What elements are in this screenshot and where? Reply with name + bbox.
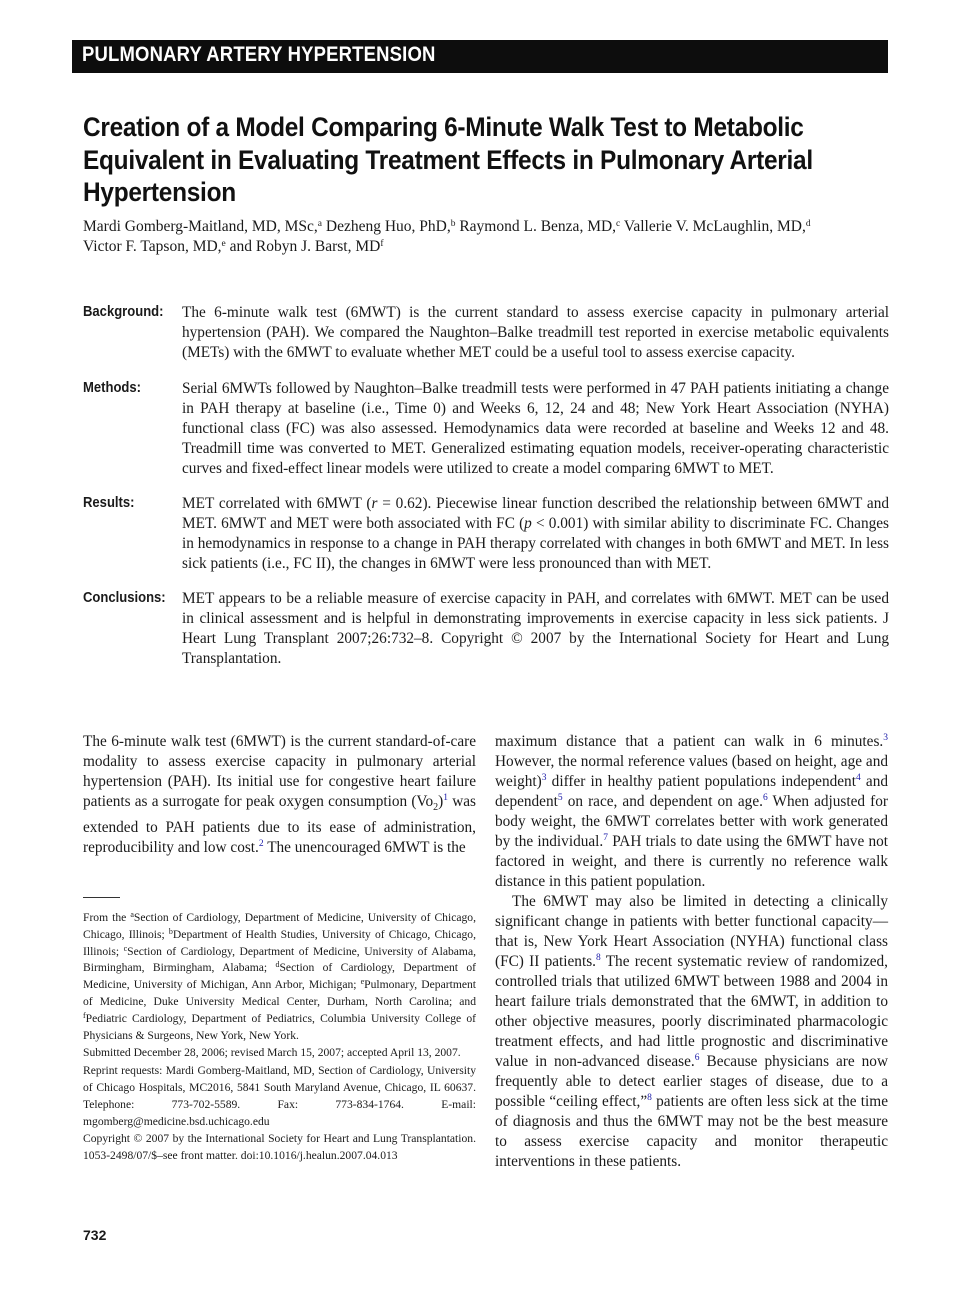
section-title: PULMONARY ARTERY HYPERTENSION [82, 43, 436, 66]
abstract-results [83, 494, 889, 574]
abstract-text: The 6-minute walk test (6MWT) is the current standard to assess exercise capacity in pulmonary arterial hypertension (PAH). We compared the Naughton–Balke treadmill test reported in exercise metabolic equivalents (METs) with the 6MWT to evaluate whether MET could be a useful tool to assess exercise capacity. [182, 304, 889, 362]
author-list [83, 217, 889, 257]
affiliations-footnote: From the $^a$Section of Cardiology, Department of Medicine, University of Chicago, Chicago, Illinois; $^b$Department of Health Studies, University of Chicago, Chicago, Illinois; $^c$Section of Cardiology, Department of Medicine, University of Alabama, Birmingham, Birmingham, Alabama; $^d$Section of Cardiology, Department of Medicine, University of Michigan, Ann Arbor, Michigan; $^e$Pulmonary, Department of Medicine, Duke University Medical Center, Durham, North Carolina; and $^f$Pediatric Cardiology, Department of Pediatrics, Columbia University College of Physicians & Surgeons, New York, New York. [83, 910, 476, 1042]
affiliation-marker: d [805, 219, 811, 229]
article-title: Creation of a Model Comparing 6-Minute Walk Test to Metabolic Equivalent in Evaluating Treatment Effects in Pulmonary Arterial Hypertension [83, 112, 813, 207]
affiliation-marker: a [317, 219, 322, 229]
abstract-label: Conclusions: [83, 590, 166, 607]
author-name: Mardi Gomberg-Maitland, MD, MSc, [83, 218, 318, 235]
reprint-requests: Reprint requests: Mardi Gomberg-Maitland, MD, Section of Cardiology, University of Chicago Hospitals, MC2016, 5841 South Maryland Avenue, Chicago, IL 60637. Telephone: 773-702-5589. Fax: 773-834-1764. E-mail: mgomberg@medicine.bsd.uchicago.edu [83, 1064, 476, 1128]
author-name: Raymond L. Benza, MD, [455, 218, 617, 235]
abstract [83, 288, 889, 684]
citation-link[interactable]: 5 [557, 793, 563, 803]
page-number: 732 [83, 1227, 107, 1243]
affiliation-marker: e [221, 239, 226, 249]
body-paragraph: The 6MWT may also be limited in detecting a clinically significant change in patients with better functional capacity—that is, New York Heart Association (NYHA) functional class (FC) II patients.$^8$ The recent systematic review of randomized, controlled trials that utilized 6MWT between 1988 and 2004 in heart failure trials demonstrated that the 6MWT, in addition to other objective measures, poorly discriminated pharmacologic treatment effects, and had little prognostic and discriminative value in non-advanced disease.$^6$ Because physicians are now frequently able to detect earlier stages of disease, due to a possible “ceiling effect,”$^8$ patients are often less sick at the time of diagnosis and thus the 6MWT may not be the best measure to assess exercise capacity and monitor therapeutic interventions in these patients. [495, 893, 889, 1170]
submission-dates: Submitted December 28, 2006; revised March 15, 2007; accepted April 13, 2007. [83, 1046, 461, 1060]
abstract-text: MET correlated with 6MWT (r = 0.62). Piecewise linear function described the relationship between 6MWT and MET. 6MWT and MET were both associated with FC (p < 0.001) with similar ability to discriminate FC. Changes in hemodynamics in response to a change in PAH therapy correlated with changes in both 6MWT and MET. In less sick patients (i.e., FC II), the changes in 6MWT were less pronounced than with MET. [182, 494, 890, 572]
citation-link[interactable]: 2 [258, 839, 264, 850]
citation-link[interactable]: 1 [443, 793, 449, 803]
author-name: Vallerie V. McLaughlin, MD, [620, 218, 806, 235]
affiliation-marker: b [450, 219, 456, 229]
citation-link[interactable]: 6 [762, 793, 768, 803]
footnote-divider [83, 897, 120, 898]
abstract-methods [83, 379, 889, 479]
affiliation-marker: c [616, 219, 621, 229]
abstract-text: Serial 6MWTs followed by Naughton–Balke treadmill tests were performed in 47 PAH patients initiating a change in PAH therapy at baseline (i.e., Time 0) and Weeks 6, 12, 24 and 48; New York Heart Association (NYHA) functional class (FC) was also assessed. Hemodynamics data were recorded at baseline and Weeks 12 and 48. Treadmill time was converted to MET. Generalized estimating equation models, receiver-operating characteristic curves and fixed-effect linear models were utilized to create a model comparing 6MWT to MET. [182, 379, 889, 477]
author-name: Victor F. Tapson, MD, [83, 238, 222, 255]
abstract-text: MET appears to be a reliable measure of exercise capacity in PAH, and correlates with 6MWT. MET can be used in clinical assessment and is helpful in demonstrating improvements in exercise capacity in less sick patients. J Heart Lung Transplant 2007;26:732–8. Copyright © 2007 by the International Society for Heart and Lung Transplantation. [182, 590, 889, 668]
citation-link[interactable]: 7 [603, 833, 608, 843]
abstract-label: Background: [83, 304, 164, 321]
abstract-conclusions [83, 589, 889, 669]
footnotes [83, 910, 476, 1166]
citation-link[interactable]: 3 [883, 733, 888, 743]
copyright-notice: Copyright © 2007 by the International Society for Heart and Lung Transplantation. 1053-2498/07/$–see front matter. doi:10.1016/j.healun.2007.04.013 [83, 1132, 476, 1163]
section-header [72, 40, 888, 73]
author-name: and Robyn J. Barst, MD [225, 238, 381, 255]
abstract-label: Results: [83, 494, 135, 511]
citation-link[interactable]: 6 [694, 1053, 700, 1063]
citation-link[interactable]: 4 [855, 773, 861, 783]
body-column-left [83, 732, 476, 858]
citation-link[interactable]: 8 [595, 953, 601, 963]
author-name: Dezheng Huo, PhD, [322, 218, 451, 235]
citation-link[interactable]: 8 [647, 1093, 652, 1103]
body-paragraph: maximum distance that a patient can walk in 6 minutes.$^3$ However, the normal reference values (based on height, age and weight)$^3$ differ in healthy patient populations independent$^4$ and dependent$^5$ on race, and dependent on age.$^6$ When adjusted for body weight, the 6MWT correlates better with work generated by the individual.$^7$ PAH trials to date using the 6MWT have not factored in weight, and there is currently no reference walk distance in this patient population. [495, 733, 888, 890]
body-column-right [495, 732, 888, 1172]
abstract-label: Methods: [83, 379, 141, 396]
abstract-background [83, 303, 889, 363]
body-paragraph: The 6-minute walk test (6MWT) is the current standard-of-care modality to assess exercise capacity in pulmonary arterial hypertension (PAH). Its initial use for congestive heart failure patients as a surrogate for peak oxygen consumption $(Vo_2)^1$ was extended to PAH patients due to its ease of administration, reproducibility and low cost.$^2$ The unencouraged 6MWT is the [83, 733, 476, 857]
affiliation-marker: f [380, 239, 384, 249]
citation-link[interactable]: 3 [541, 773, 547, 783]
